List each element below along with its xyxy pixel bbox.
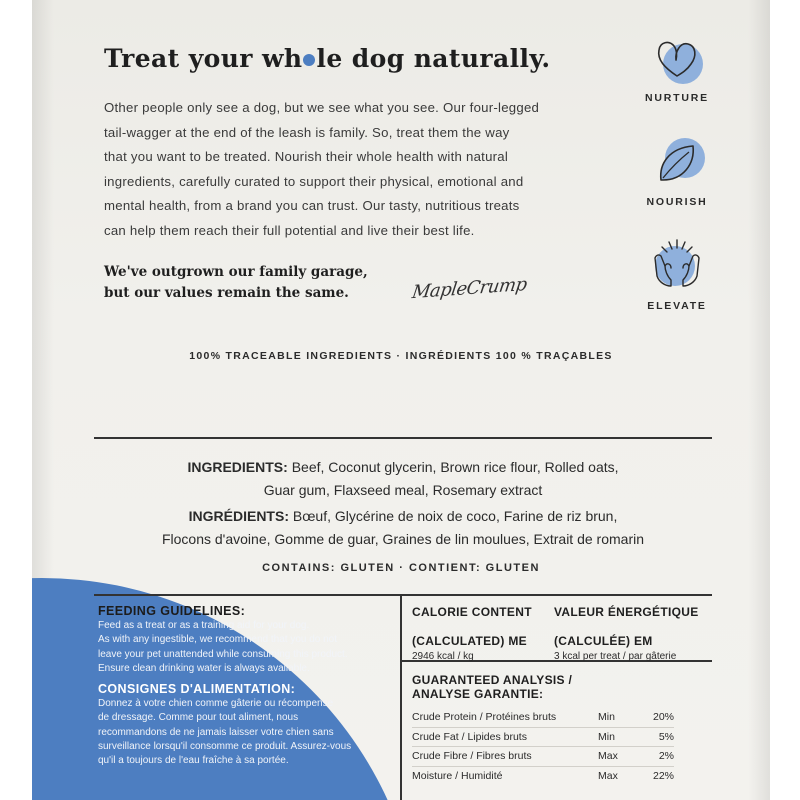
intro-line: can help them reach their full potential and live their best life. [104,222,475,238]
traceable-statement: 100% TRACEABLE INGREDIENTS · INGRÉDIENTS 100 % TRAÇABLES [189,350,613,362]
tagline [104,262,368,304]
headline-part-1: Treat your wh [104,44,303,73]
tagline-line-2: but our values remain the same. [104,285,349,301]
analysis-value: 2% [658,750,674,763]
analysis-qualifier: Max [598,770,618,783]
calorie-title-en-1: CALORIE CONTENT [412,605,532,619]
tagline-line-1: We've outgrown our family garage, [104,264,368,280]
feeding-line: recommandons de ne jamais laisser votre chien sans [98,726,334,738]
analysis-name: Moisture / Humidité [412,770,503,783]
analysis-name: Crude Protein / Protéines bruts [412,711,557,724]
analysis-name: Crude Fat / Lipides bruts [412,730,527,743]
ingredients-fr-label: INGRÉDIENTS: [188,508,289,524]
ingredients-en-line1: Beef, Coconut glycerin, Brown rice flour, Rolled oats, [287,459,619,475]
value-label-nourish: NOURISH [646,196,708,208]
calorie-title-fr-2: (CALCULÉE) EM [554,634,653,648]
intro-line: that you want to be treated. Nourish their whole health with natural [104,149,509,164]
guaranteed-analysis-title [412,673,572,701]
intro-line: tail-wagger at the end of the leash is family. So, treat them the way [104,124,510,140]
analysis-value: 22% [652,770,674,783]
feeding-line: de dressage. Comme pour tout aliment, nous [98,712,299,724]
ingredients-fr-line1: Bœuf, Glycérine de noix de coco, Farine de riz brun, [288,508,618,524]
analysis-value: 20% [652,711,674,724]
divider-bottom [94,594,712,596]
intro-paragraph [104,96,584,243]
analysis-qualifier: Min [598,730,615,743]
value-label-nurture: NURTURE [645,92,709,104]
calorie-content-en [412,604,532,662]
hands-icon [647,236,707,294]
headline [104,44,551,73]
ingredients-en-label: INGREDIENTS: [187,459,288,475]
ingredients-fr-line2: Flocons d'avoine, Gomme de guar, Graines de lin moulues, Extrait de romarin [161,531,644,547]
ingredients-en-line2: Guar gum, Flaxseed meal, Rosemary extract [263,482,543,498]
analysis-title-2: ANALYSE GARANTIE: [412,687,544,701]
analysis-title-1: GUARANTEED ANALYSIS / [412,673,573,687]
feeding-line: Donnez à votre chien comme gâterie ou récompense [98,698,334,710]
feeding-line: leave your pet unattended while consuming this product. [98,648,348,660]
feeding-line: As with any ingestible, we recommend that you do not [98,634,338,646]
value-nourish [632,134,722,208]
ingredients-fr [94,505,712,551]
calorie-value-fr: 3 kcal per treat / par gâterie [554,650,677,662]
intro-line: Other people only see a dog, but we see what you see. Our four-legged [104,100,540,115]
feeding-line: Ensure clean drinking water is always available. [98,662,310,674]
calorie-content-fr [554,604,699,662]
feeding-line: Feed as a treat or as a training aid for your dog. [98,620,310,632]
feeding-title-en: FEEDING GUIDELINES: [98,604,246,618]
heart-icon [647,30,707,86]
ingredients-en [94,456,712,502]
feeding-title-fr: CONSIGNES D'ALIMENTATION: [98,682,296,697]
feeding-line: surveillance lorsqu'il consomme ce produit. Assurez-vous [98,740,352,752]
table-row [412,728,674,748]
value-nurture [632,30,722,104]
value-label-elevate: ELEVATE [647,300,707,312]
analysis-value: 5% [658,730,674,743]
feeding-line: qu'il a toujours de l'eau fraîche à sa portée. [98,755,289,767]
table-row [412,767,674,787]
calorie-value-en: 2946 kcal / kg [412,650,474,662]
signature: MapleCrump [410,273,529,304]
package-back-panel [32,0,770,800]
headline-part-2: le dog naturally. [316,44,551,73]
intro-line: mental health, from a brand you can trust. Our tasty, nutritious treats [104,198,520,213]
calorie-title-en-2: (CALCULATED) ME [412,634,527,648]
contains-allergen: CONTAINS: GLUTEN · CONTIENT: GLUTEN [262,562,540,574]
ingredients-section [94,456,712,554]
guaranteed-analysis-table [412,708,674,786]
feeding-guidelines [98,604,398,774]
leaf-icon [647,134,707,190]
calorie-title-fr-1: VALEUR ÉNERGÉTIQUE [554,605,699,619]
table-row [412,747,674,767]
divider-top [94,437,712,439]
table-row [412,708,674,728]
value-elevate [632,236,722,312]
table-vertical-divider [400,596,402,800]
analysis-qualifier: Max [598,750,618,763]
blue-dot-o [303,54,315,66]
analysis-name: Crude Fibre / Fibres bruts [412,750,532,763]
intro-line: ingredients, carefully curated to support their physical, emotional and [104,173,524,189]
analysis-qualifier: Min [598,711,615,724]
